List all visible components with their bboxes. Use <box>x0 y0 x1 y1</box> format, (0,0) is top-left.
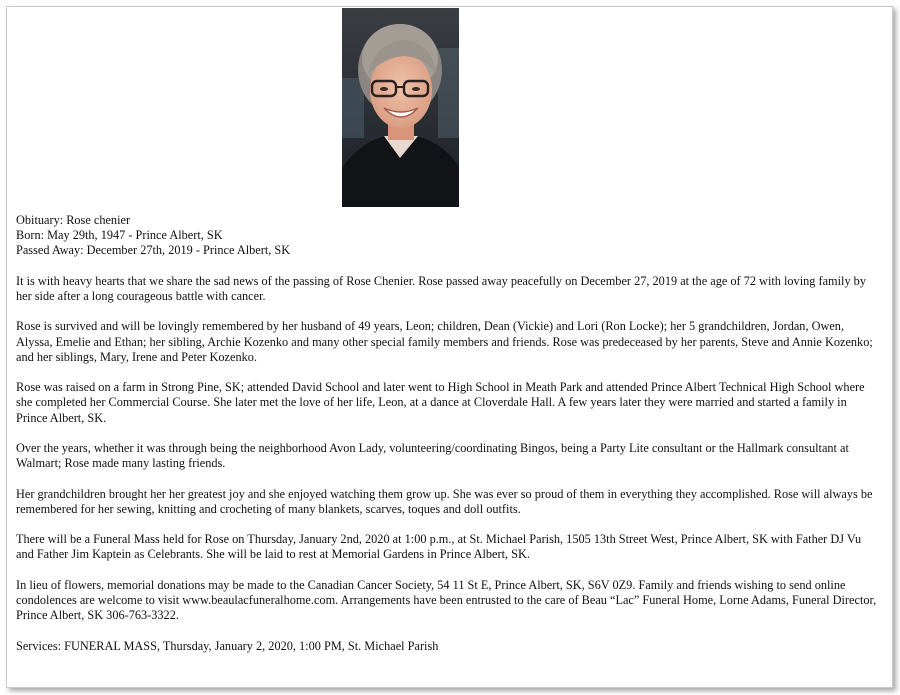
paragraph-grandchildren: Her grandchildren brought her her greatest joy and she enjoyed watching them grow up. She was ever so proud of them in everything they accomplished. Rose will always be remembered for her sewing, knitting and crocheting of many blankets, scarves, toques and doll outfits. <box>16 486 873 516</box>
passed-away-line: Passed Away: December 27th, 2019 - Prince Albert, SK <box>16 243 291 258</box>
paragraph-services: Services: FUNERAL MASS, Thursday, January 2, 2020, 1:00 PM, St. Michael Parish <box>16 638 439 653</box>
paragraph-survived-by: Rose is survived and will be lovingly remembered by her husband of 49 years, Leon; children, Dean (Vickie) and Lori (Ron Locke); her 5 grandchildren, Jordan, Owen, Alyssa, Emelie and Ethan; her sibling, Archie Kozenko and many other special family members and friends. Rose was predeceased by her parents, Steve and Annie Kozenko; and her siblings, Mary, Irene and Peter Kozenko. <box>16 319 873 364</box>
paragraph-funeral-mass: There will be a Funeral Mass held for Rose on Thursday, January 2nd, 2020 at 1:00 p.m., at St. Michael Parish, 1505 13th Street West, Prince Albert, SK with Father DJ Vu and Father Jim Kaptein as Celebrants. She will be laid to rest at Memorial Gardens in Prince Albert, SK. <box>16 532 862 562</box>
obituary-header <box>16 213 878 259</box>
paragraph-early-life: Rose was raised on a farm in Strong Pine, SK; attended David School and later went to High School in Meath Park and attended Prince Albert Technical High School where she completed her Commercial Course. She later met the love of her life, Leon, at a dance at Cloverdale Hall. A few years later they were married and started a family in Prince Albert, SK. <box>16 380 865 425</box>
born-line: Born: May 29th, 1947 - Prince Albert, SK <box>16 228 223 243</box>
paragraph-friends: Over the years, whether it was through being the neighborhood Avon Lady, volunteering/coordinating Bingos, being a Party Lite consultant or the Hallmark consultant at Walmart; Rose made many lasting friends. <box>16 440 849 471</box>
portrait-photo <box>342 8 459 207</box>
obituary-title: Obituary: Rose chenier <box>16 213 131 227</box>
obituary-text <box>16 213 878 669</box>
paragraph-announcement: It is with heavy hearts that we share the sad news of the passing of Rose Chenier. Rose passed away peacefully on December 27, 2019 at the age of 72 with loving family by her side after a long courageous battle with cancer. <box>16 273 866 303</box>
obituary-page <box>6 6 893 688</box>
portrait-photo-icon <box>342 8 459 207</box>
paragraph-donations: In lieu of flowers, memorial donations may be made to the Canadian Cancer Society, 54 11 St E, Prince Albert, SK, S6V 0Z9. Family and friends wishing to send online condolences are welcome to visit www.beaulacfuneralhome.com. Arrangements have been entrusted to the care of Beau “Lac” Funeral Home, Lorne Adams, Funeral Director, Prince Albert, SK 306-763-3322. <box>16 577 877 623</box>
